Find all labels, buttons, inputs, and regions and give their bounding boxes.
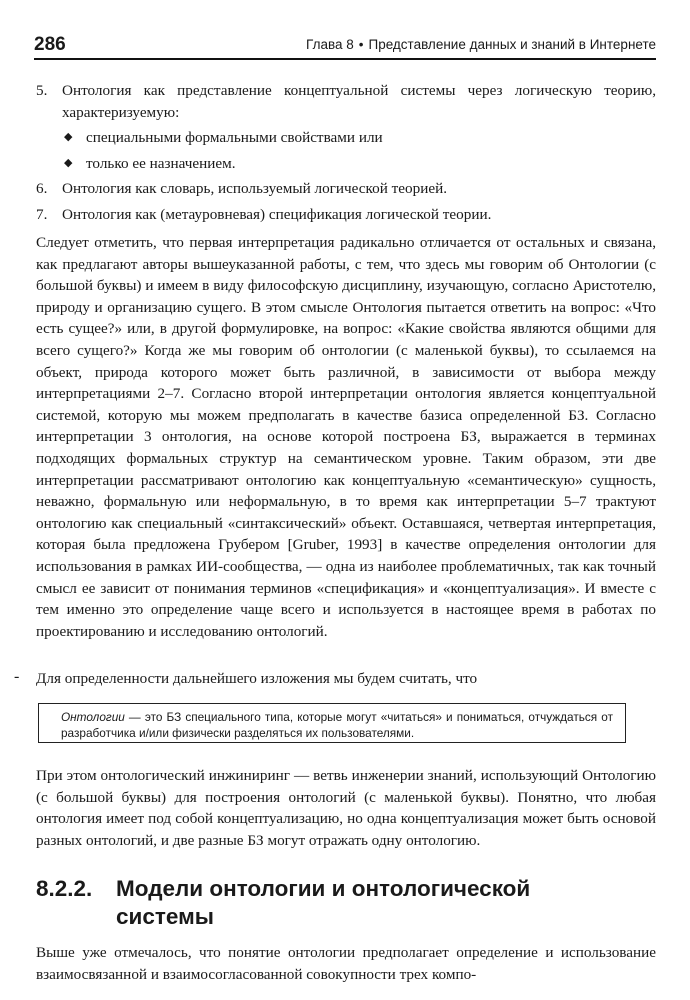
list-number: 7.: [36, 205, 48, 223]
section-title-line1: Модели онтологии и онтологической: [116, 876, 531, 901]
list-item-text: Онтология как представление концептуальной системы через логическую теорию, характеризуемую:: [62, 82, 656, 121]
definition-box: [38, 703, 626, 743]
running-head-text: [306, 36, 656, 54]
section-title-line2: системы: [116, 904, 214, 929]
section-number: 8.2.2.: [36, 876, 93, 901]
definition-text: — это БЗ специального типа, которые могут «читаться» и пониматься, отчуждаться от разработчика и/или физически разделяться их пользователями.: [61, 710, 613, 740]
margin-mark: -: [14, 668, 20, 685]
chapter-label: Глава 8: [306, 37, 354, 52]
list-number: 5.: [36, 82, 48, 99]
chapter-title: Представление данных и знаний в Интернете: [368, 37, 656, 52]
sub-item-text: специальными формальными свойствами или: [86, 129, 383, 147]
diamond-bullet-icon: ◆: [64, 156, 73, 169]
list-item-7: [36, 204, 656, 226]
definition-term: Онтологии: [61, 710, 125, 724]
list-item-6: [36, 178, 656, 200]
diamond-bullet-icon: ◆: [64, 131, 73, 144]
header-bullet: •: [358, 37, 364, 52]
list-item-5: [36, 80, 656, 123]
section-heading: [36, 875, 656, 931]
paragraph-section-intro: Выше уже отмечалось, что понятие онтологии предполагает определение и использование взаимосвязанной и взаимосогласованной совокупности трех компо-: [36, 944, 656, 983]
list-number: 6.: [36, 180, 48, 198]
sub-list-item: [36, 153, 656, 175]
paragraph-ontological-engineering: При этом онтологический инжиниринг — ветвь инженерии знаний, использующий Онтологию (с большой буквы) для построения онтологий (с маленькой буквы). Понятно, что любая онтология имеет под собой концептуализацию, но одна концептуализация может быть основой разных онтологий, и две разные БЗ могут отражать одну онтологию.: [36, 767, 656, 849]
ontology-interpretations-list: [36, 80, 656, 230]
page-number: 286: [34, 34, 66, 55]
sub-list-item: [36, 127, 656, 149]
list-item-text: Онтология как (метауровневая) спецификация логической теории.: [62, 205, 492, 223]
list-item-text: Онтология как словарь, используемый логической теорией.: [62, 180, 448, 198]
paragraph-lead-in: Для определенности дальнейшего изложения мы будем считать, что: [36, 670, 478, 687]
sub-item-text: только ее назначением.: [86, 154, 236, 172]
paragraph-interpretations: Следует отметить, что первая интерпретация радикально отличается от остальных и связана, как предлагают авторы вышеуказанной работы, с тем, что здесь мы говорим об Онтологии (с большой буквы) и имеем в виду философскую дисциплину, изучающую, согласно Аристотелю, природу и организацию сущего. В этом смысле Онтология пытается ответить на вопрос: «Что есть сущее?» или, в другой формулировке, на вопрос: «Какие свойства являются общими для всего сущего?» Когда же мы говорим об онтологии (с маленькой буквы), то ссылаемся на объект, природа которого может быть различной, в зависимости от выбора между интерпретациями 2–7. Согласно второй интерпретации онтология является концептуальной системой, которую мы можем предполагать в качестве базиса определенной БЗ. Согласно интерпретации 3 онтология, на основе которой построена БЗ, выражается в терминах подходящих формальных структур на семантическом уровне. Таким образом, эти две интерпретации рассматривают онтологию как концептуальную «семантическую» сущность, неважно, формальную или неформальную, в то время как интерпретации 5–7 трактуют онтологию как специальный «синтаксический» объект. Оставшаяся, четвертая интерпретация, которая была предложена Грубером [Gruber, 1993] в качестве определения онтологии для использования в рамках ИИ-сообщества, — одна из наиболее проблематичных, так как точный смысл ее зависит от понимания терминов «спецификация» и «концептуализация». И вместе с тем именно это определение чаще всего и используется в настоящее время в работах по проектированию и исследованию онтологий.: [36, 234, 656, 640]
running-header: [34, 34, 656, 60]
